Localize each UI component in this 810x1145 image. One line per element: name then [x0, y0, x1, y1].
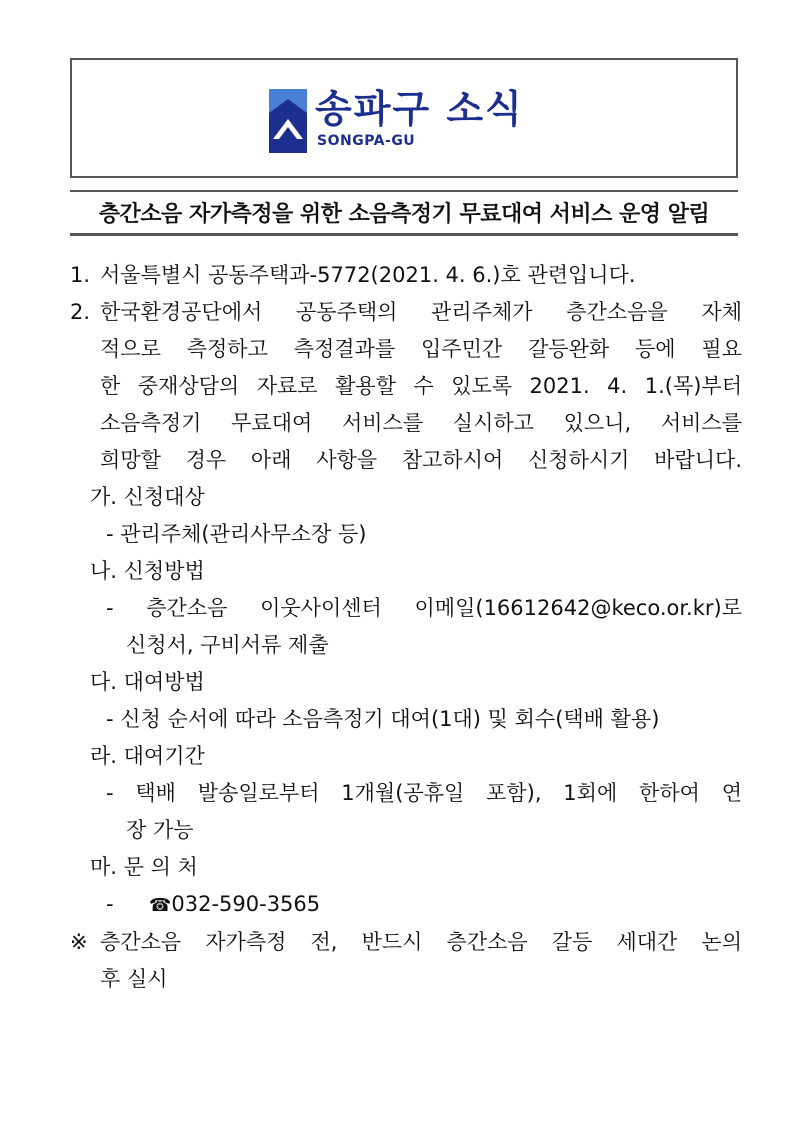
item-line: 희망할 경우 아래 사항을 참고하시어 신청하시기 바랍니다. [100, 448, 742, 472]
note-mark: ※ [70, 930, 88, 954]
item-number: 1. [70, 263, 91, 287]
note [70, 924, 742, 998]
item-line: 한국환경공단에서 공동주택의 관리주체가 층간소음을 자체 [100, 300, 742, 324]
section-heading: 가. 신청대상 [90, 485, 205, 509]
section-text: - 관리주체(관리사무소장 등) [106, 522, 367, 546]
phone-number: 032-590-3565 [171, 892, 321, 916]
item-number: 2. [70, 300, 91, 324]
section-heading: 나. 신청방법 [90, 559, 205, 583]
document-title: 층간소음 자가측정을 위한 소음측정기 무료대여 서비스 운영 알림 [98, 202, 710, 227]
phone-icon: ☎ [148, 895, 172, 916]
item-line: 소음측정기 무료대여 서비스를 실시하고 있으니, 서비스를 [100, 411, 742, 435]
document-body [70, 257, 742, 998]
section-text: 신청서, 구비서류 제출 [126, 633, 329, 657]
item-1 [70, 257, 742, 294]
section-text: - 신청 순서에 따라 소음측정기 대여(1대) 및 회수(택배 활용) [106, 707, 660, 731]
note-line: 층간소음 자가측정 전, 반드시 층간소음 갈등 세대간 논의 [100, 930, 742, 954]
songpa-logo [269, 85, 569, 157]
item-2 [70, 294, 742, 479]
section-text: 장 가능 [126, 818, 194, 842]
logo-subtitle: SONGPA-GU [317, 133, 416, 149]
header-box [70, 58, 738, 178]
section-heading: 라. 대여기간 [90, 744, 205, 768]
item-text: 서울특별시 공동주택과-5772(2021. 4. 6.)호 관련입니다. [100, 263, 636, 287]
section-text-container [70, 590, 742, 627]
item-line: 한 중재상담의 자료로 활용할 수 있도록 2021. 4. 1.(목)부터 [100, 374, 742, 398]
section-text: - 층간소음 이웃사이센터 이메일(16612642@keco.or.kr)로 [106, 596, 742, 620]
section-heading: 다. 대여방법 [90, 670, 205, 694]
item-line: 적으로 측정하고 측정결과를 입주민간 갈등완화 등에 필요 [100, 337, 742, 361]
section-heading: 마. 문 의 처 [90, 855, 198, 879]
section-text-container [70, 775, 742, 812]
note-line: 후 실시 [100, 967, 168, 991]
logo-title: 송파구 소식 [315, 87, 524, 131]
phone-row [70, 886, 742, 924]
dash-mark: - [106, 892, 114, 916]
title-bar [70, 190, 738, 236]
songpa-mountain-icon [269, 89, 307, 153]
section-text: - 택배 발송일로부터 1개월(공휴일 포함), 1회에 한하여 연 [106, 781, 742, 805]
